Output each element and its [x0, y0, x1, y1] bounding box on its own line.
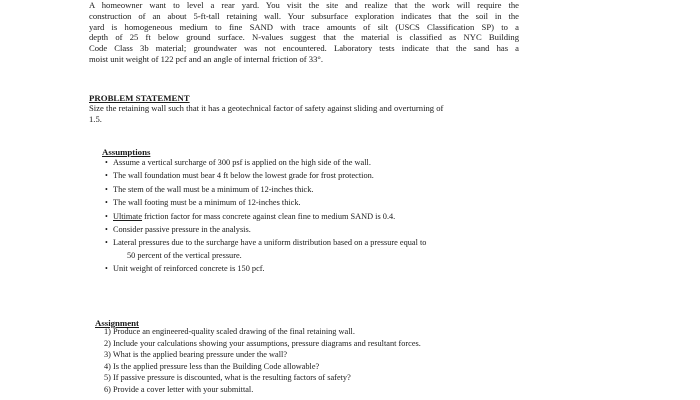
assumptions-list — [105, 156, 525, 275]
bullet-icon: • — [105, 184, 108, 194]
intro-paragraph — [89, 0, 519, 65]
bullet-icon: • — [105, 211, 108, 221]
assumption-item: • The stem of the wall must be a minimum of 12-inches thick. — [105, 183, 525, 196]
problem-statement-line: 1.5. — [89, 113, 102, 124]
assumption-item: • Assume a vertical surcharge of 300 psf is applied on the high side of the wall. — [105, 156, 525, 169]
intro-line: depth of 25 ft below ground surface. N-values suggest that the material is classified as NYC Building — [89, 32, 519, 43]
assignment-item: 5) If passive pressure is discounted, what is the resulting factors of safety? — [104, 373, 351, 383]
intro-line: yard is homogeneous medium to fine SAND with trace amounts of silt (USCS Classification SP) to a — [89, 21, 519, 32]
problem-statement-text — [89, 103, 519, 125]
bullet-icon: • — [105, 158, 108, 167]
assignment-item: 3) What is the applied bearing pressure under the wall? — [104, 350, 288, 360]
intro-line: moist unit weight of 122 pcf and an angle of internal friction of 33°. — [89, 53, 323, 64]
assignment-heading: Assignment — [95, 318, 139, 328]
assumptions-heading: Assumptions — [102, 147, 151, 157]
assumption-item: • Ultimate friction factor for mass concrete against clean fine to medium SAND is 0.4. — [105, 210, 525, 223]
assumption-item: • The wall footing must be a minimum of 12-inches thick. — [105, 196, 525, 209]
intro-line: A homeowner want to level a rear yard. You visit the site and realize that the work will require the — [89, 0, 519, 10]
assumption-item: • Lateral pressures due to the surcharge have a uniform distribution based on a pressure equal to 50 percent of the vertical pressure. — [105, 238, 427, 260]
assumption-item: • Unit weight of reinforced concrete is 150 pcf. — [105, 262, 525, 275]
assignment-item: 1) Produce an engineered-quality scaled drawing of the final retaining wall. — [104, 327, 355, 336]
bullet-icon: • — [105, 238, 108, 248]
bullet-icon: • — [105, 171, 108, 181]
problem-statement-line: Size the retaining wall such that it has a geotechnical factor of safety against sliding and overturning of — [89, 103, 444, 113]
assignment-item: 4) Is the applied pressure less than the Building Code allowable? — [104, 361, 320, 371]
bullet-icon: • — [105, 263, 108, 273]
assumption-item: • Consider passive pressure in the analysis. — [105, 223, 525, 236]
intro-line: Code Class 3b material; groundwater was not encountered. Laboratory tests indicate that the sand has a — [89, 43, 519, 54]
assumption-item: • The wall foundation must bear 4 ft below the lowest grade for frost protection. — [105, 169, 525, 182]
bullet-icon: • — [105, 225, 108, 235]
bullet-icon: • — [105, 198, 108, 208]
assignment-list — [104, 326, 524, 396]
assignment-item: 2) Include your calculations showing your assumptions, pressure diagrams and resultant forces. — [104, 338, 421, 348]
assignment-item: 6) Provide a cover letter with your submittal. — [104, 384, 254, 394]
problem-statement-heading: PROBLEM STATEMENT — [89, 93, 190, 103]
intro-line: construction of an about 5-ft-tall retaining wall. Your subsurface exploration indicates that the soil in the — [89, 10, 519, 21]
ultimate-underlined: Ultimate — [113, 211, 143, 221]
